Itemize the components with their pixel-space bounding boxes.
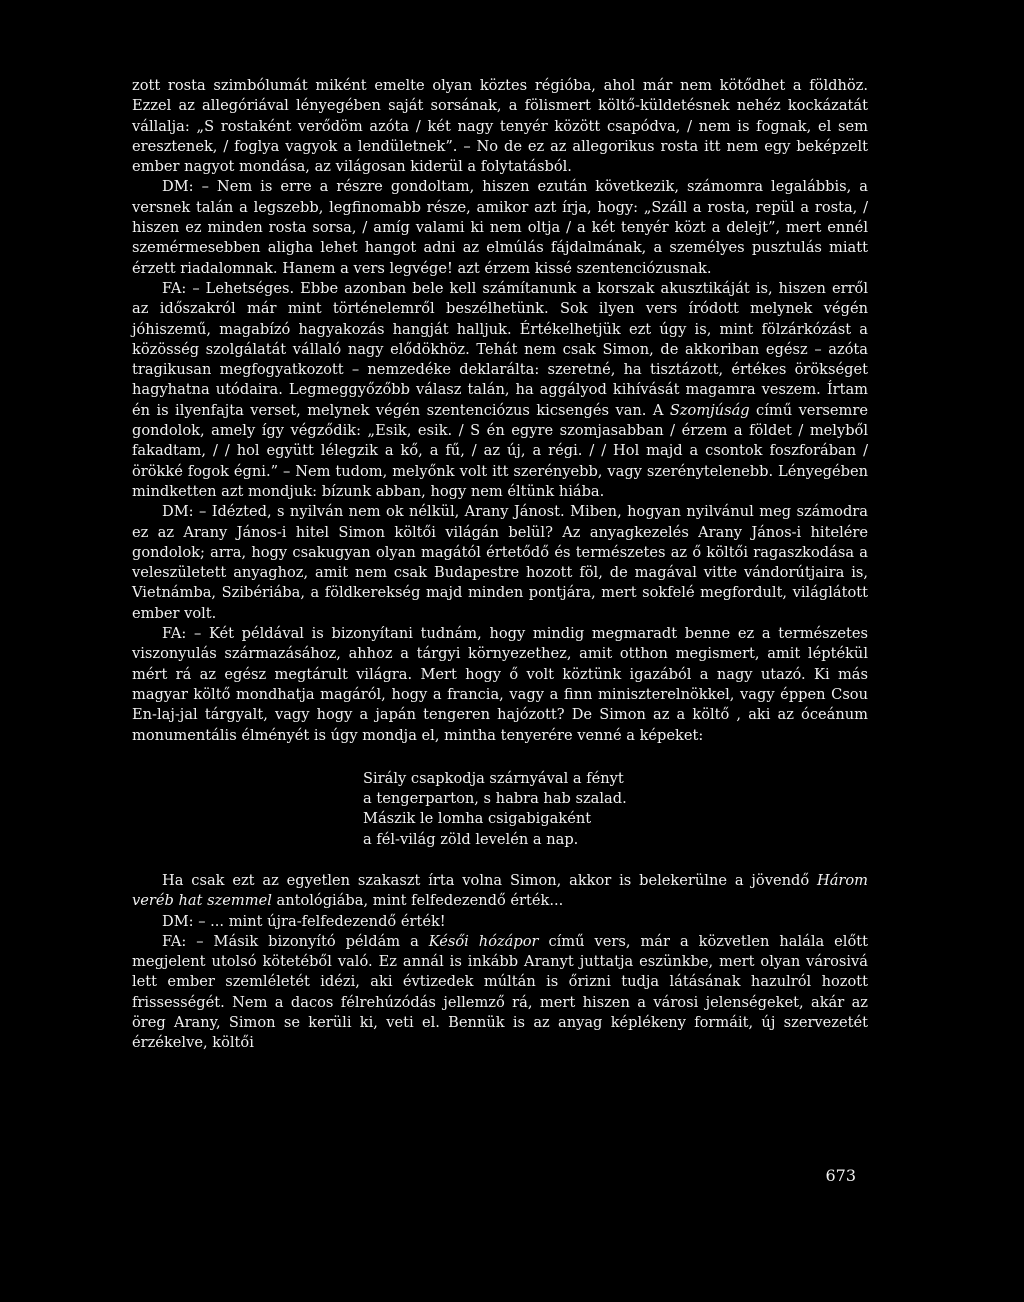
paragraphs-after-poem	[132, 871, 868, 1054]
poem-quote	[363, 769, 868, 850]
text-run: antológiába, mint felfedezendő érték...	[271, 892, 564, 910]
paragraph	[132, 177, 868, 278]
paragraph	[132, 279, 868, 502]
text-run: DM: – Nem is erre a részre gondoltam, hiszen ezután következik, számomra legalábbis, a versnek talán a legszebb, legfinomabb része, amikor azt írja, hogy: „Száll a rosta, repül a rosta, / hiszen ez minden rosta sorsa, / amíg valami ki nem oltja / a két tenyér közt a delejt”, mert ennél szemérmesebben aligha lehet hangot adni az elmúlás fájdalmának, a személyes pusztulás miatt érzett riadalomnak. Hanem a vers legvége! azt érzem kissé szentenciózusnak.	[132, 178, 868, 277]
italic-title: Késői hózápor	[428, 932, 539, 950]
poem-line: a fél-világ zöld levelén a nap.	[363, 830, 579, 848]
paragraph	[132, 871, 868, 912]
poem-line: Sirály csapkodja szárnyával a fényt	[363, 769, 624, 787]
paragraph	[132, 76, 868, 177]
italic-title: Szomjúság	[669, 401, 750, 419]
text-run: FA: – Másik bizonyító példám a	[162, 932, 429, 950]
text-run: DM: – ... mint újra-felfedezendő érték!	[162, 912, 446, 930]
paragraph	[132, 502, 868, 624]
text-run: című vers, már a közvetlen halála előtt megjelent utolsó kötetéből való. Ez annál is inkább Aranyt juttatja eszünkbe, mert olyan városivá lett ember szemléletét idézi, aki évtizedek múltán is őrizni tudja látásának hazulról hozott frissességét. Nem a dacos félrehúzódás jellemző rá, mert hiszen a városi jelenségeket, akár az öreg Arany, Simon se kerüli ki, veti el. Bennük is az anyag képlékeny formáit, új szervezetét érzékelve, költői	[132, 932, 868, 1052]
poem-line: a tengerparton, s habra hab szalad.	[363, 790, 627, 808]
paragraph	[132, 932, 868, 1054]
paragraph	[132, 912, 868, 932]
text-run: zott rosta szimbólumát miként emelte olyan köztes régióba, ahol már nem kötődhet a földhöz. Ezzel az allegóriával lényegében saját sorsának, a fölismert költő-küldetésnek nehéz kockázatát vállalja: „S rostaként verődöm azóta / két nagy tenyér között csapódva, / nem is fognak, el sem eresztenek, / foglya vagyok a lendületnek”. – No de ez az allegorikus rosta itt nem egy beképzelt ember nagyot mondása, az világosan kiderül a folytatásból.	[132, 77, 868, 176]
text-run: FA: – Két példával is bizonyítani tudnám, hogy mindig megmaradt benne ez a természetes viszonyulás származásához, ahhoz a tárgyi környezethez, amit otthon megismert, amit léptékül mért rá az egész megtárult világra. Mert hogy ő volt köztünk igazából a nagy utazó. Ki más magyar költő mondhatja magáról, hogy a francia, vagy a finn miniszterelnökkel, vagy éppen Csou En-laj-jal tárgyalt, vagy hogy a japán tengeren hajózott? De Simon az a költő , aki az óceánum monumentális élményét is úgy mondja el, mintha tenyerére venné a képeket:	[132, 625, 868, 744]
body-text	[132, 76, 868, 1054]
paragraphs-before-poem	[132, 76, 868, 746]
text-run: FA: – Lehetséges. Ebbe azonban bele kell számítanunk a korszak akusztikáját is, hiszen erről az időszakról már mint történelemről beszélhetünk. Sok ilyen vers íródott melynek végén jóhiszemű, magabízó hagyakozás hangját halljuk. Értékelhetjük ezt úgy is, mint fölzárkózást a közösség szolgálatát vállaló nagy elődökhöz. Tehát nem csak Simon, de akkoriban egész – azóta tragikusan megfogyatkozott – nemzedéke deklarálta: szeretné, ha tisztázott, értékes örökséget hagyhatna utódaira. Legmeggyőzőbb válasz talán, ha aggályod kihívását magamra veszem. Írtam én is ilyenfajta verset, melynek végén szentenciózus kicsengés van. A	[132, 279, 868, 419]
text-run: Ha csak ezt az egyetlen szakaszt írta volna Simon, akkor is belekerülne a jövendő	[162, 871, 817, 889]
paragraph	[132, 624, 868, 746]
text-run: című versemre gondolok, amely így végződik: „Esik, esik. / S én egyre szomjasabban / érzem a földet / melyből fakadtam, / / hol együtt lélegzik a kő, a fű, / az új, a régi. / / Hol majd a csontok foszforában / örökké fogok égni.” – Nem tudom, melyőnk volt itt szerényebb, vagy szerénytelenebb. Lényegében mindketten azt mondjuk: bízunk abban, hogy nem éltünk hiába.	[132, 401, 868, 500]
page-number: 673	[825, 1166, 856, 1185]
italic-title: Három veréb hat szemmel	[132, 871, 868, 910]
poem-line: Mászik le lomha csigabigaként	[363, 810, 592, 828]
text-run: DM: – Idézted, s nyilván nem ok nélkül, Arany Jánost. Miben, hogyan nyilvánul meg számodra ez az Arany János-i hitel Simon költői világán belül? Az anyagkezelés Arany János-i hitelére gondolok; arra, hogy csakugyan olyan magától értetődő és természetes az ő költői ragaszkodása a veleszületett anyaghoz, amit nem csak Budapestre hozott föl, de magával vitte vándorútjaira is, Vietnámba, Szibériába, a földkerekség majd minden pontjára, mert sokfelé megfordult, világlátott ember volt.	[132, 503, 868, 622]
